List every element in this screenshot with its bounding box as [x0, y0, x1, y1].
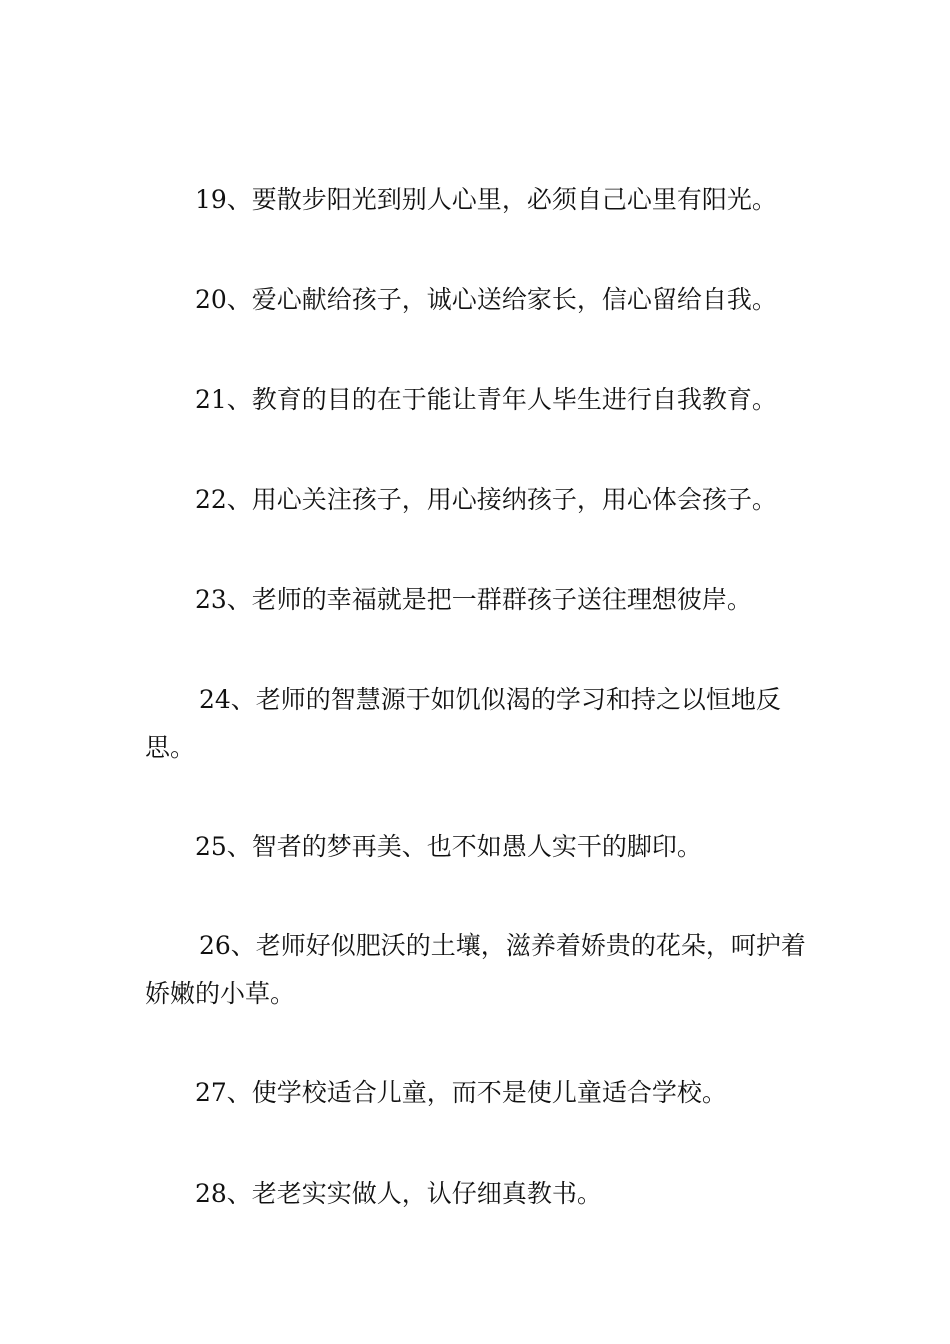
paragraph-22: 22、用心关注孩子，用心接纳孩子，用心体会孩子。 — [195, 485, 777, 514]
paragraph-21: 21、教育的目的在于能让青年人毕生进行自我教育。 — [195, 385, 777, 414]
paragraph-25: 25、智者的梦再美、也不如愚人实干的脚印。 — [195, 832, 702, 861]
paragraph-20: 20、爱心献给孩子，诚心送给家长，信心留给自我。 — [195, 285, 777, 314]
paragraph-27: 27、使学校适合儿童，而不是使儿童适合学校。 — [195, 1078, 727, 1107]
paragraph-24: 24、老师的智慧源于如饥似渴的学习和持之以恒地反思。 — [145, 685, 781, 762]
paragraph-23: 23、老师的幸福就是把一群群孩子送往理想彼岸。 — [195, 585, 752, 614]
paragraph-26: 26、老师好似肥沃的土壤，滋养着娇贵的花朵，呵护着娇嫩的小草。 — [145, 931, 806, 1008]
paragraph-19: 19、要散步阳光到别人心里，必须自己心里有阳光。 — [195, 185, 777, 214]
paragraph-28: 28、老老实实做人，认仔细真教书。 — [195, 1179, 602, 1208]
